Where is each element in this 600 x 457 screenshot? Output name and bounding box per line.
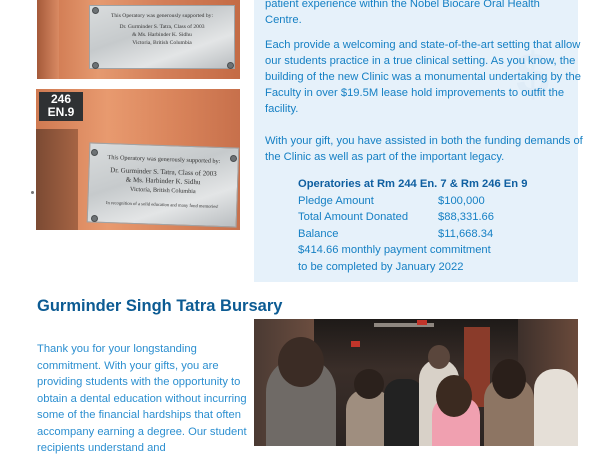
bursary-paragraph: Thank you for your longstanding commitment. With your gifts, you are providing students with the opportunity to obtain a dental education without incurring some of the financial hardships that often accompany earning a degree. Our student recipients understand and <box>37 343 247 454</box>
operatory-plaque-photo-room-246 <box>36 89 240 230</box>
scan-speck <box>31 191 34 194</box>
row-label: Total Amount Donated <box>298 211 409 223</box>
bursary-heading: Gurminder Singh Tatra Bursary <box>37 297 283 315</box>
donated-row <box>298 209 558 226</box>
plaque-line: In recognition of a solid education and many fond memories! <box>105 200 219 209</box>
exit-sign <box>351 341 360 347</box>
student-silhouette <box>278 337 324 387</box>
student-silhouette <box>534 369 578 446</box>
room-number: 246 <box>50 92 72 106</box>
plaque-line: This Operatory was generously supported by: <box>110 13 214 19</box>
plaque-line: Dr. Gurminder S. Tatra, Class of 2003 <box>119 24 205 30</box>
row-label: Balance <box>298 227 339 240</box>
operatories-title: Operatories at Rm 244 En. 7 & Rm 246 En 9 <box>298 178 528 190</box>
plaque-line: Dr. Gurminder S. Tatra, Class of 2003 <box>110 166 217 178</box>
intro-paragraph: patient experience within the Nobel Biocare Oral Health Centre. <box>265 0 540 26</box>
plaque-line: Victoria, British Columbia <box>129 185 196 196</box>
screw <box>227 62 234 69</box>
plaque-line: & Ms. Harbinder K. Sidhu <box>132 32 192 38</box>
plaque-line: This Operatory was generously supported by: <box>107 154 221 165</box>
operatories-summary <box>298 176 558 275</box>
screw <box>91 215 98 222</box>
exit-sign <box>417 320 427 325</box>
plaque-line: Victoria, British Columbia <box>132 40 192 46</box>
commitment-line: $414.66 monthly payment commitment <box>298 244 491 256</box>
screw <box>92 7 99 14</box>
student-silhouette <box>436 375 472 417</box>
students-hallway-photo <box>254 319 578 446</box>
screw <box>92 62 99 69</box>
donor-plaque <box>89 5 235 69</box>
balance-row <box>298 226 558 243</box>
room-code: EN.9 <box>47 105 75 119</box>
row-label: Pledge Amount <box>298 194 374 207</box>
row-value: $11,668.34 <box>438 227 494 240</box>
student-silhouette <box>428 345 450 369</box>
door-frame <box>36 129 78 230</box>
pledge-row <box>298 193 558 210</box>
clinic-paragraph: Each provide a welcoming and state-of-the-art setting that allow our students practice in a true clinical setting. As you know, the building of the new Clinic was a monumental undertaking by the Faculty in over $19.5M lease hold improvements to outfit the facility. <box>265 39 581 115</box>
operatory-plaque-photo-top <box>37 0 240 79</box>
donor-plaque <box>87 142 240 227</box>
row-value: $100,000 <box>438 194 485 207</box>
row-value: $88,331.66 <box>438 211 494 223</box>
student-silhouette <box>354 369 384 399</box>
student-silhouette <box>492 359 526 399</box>
commitment-line: to be completed by January 2022 <box>298 260 464 273</box>
background-watermark: $ <box>516 41 550 108</box>
plaque-line: & Ms. Harbinder K. Sidhu <box>125 175 201 187</box>
room-number-sign <box>39 92 83 121</box>
student-silhouette <box>384 379 424 446</box>
screw <box>91 149 98 156</box>
door-edge <box>37 0 59 79</box>
screw <box>230 155 237 162</box>
gift-paragraph: With your gift, you have assisted in both the funding demands of the Clinic as well as part of the important legacy. <box>265 135 583 163</box>
